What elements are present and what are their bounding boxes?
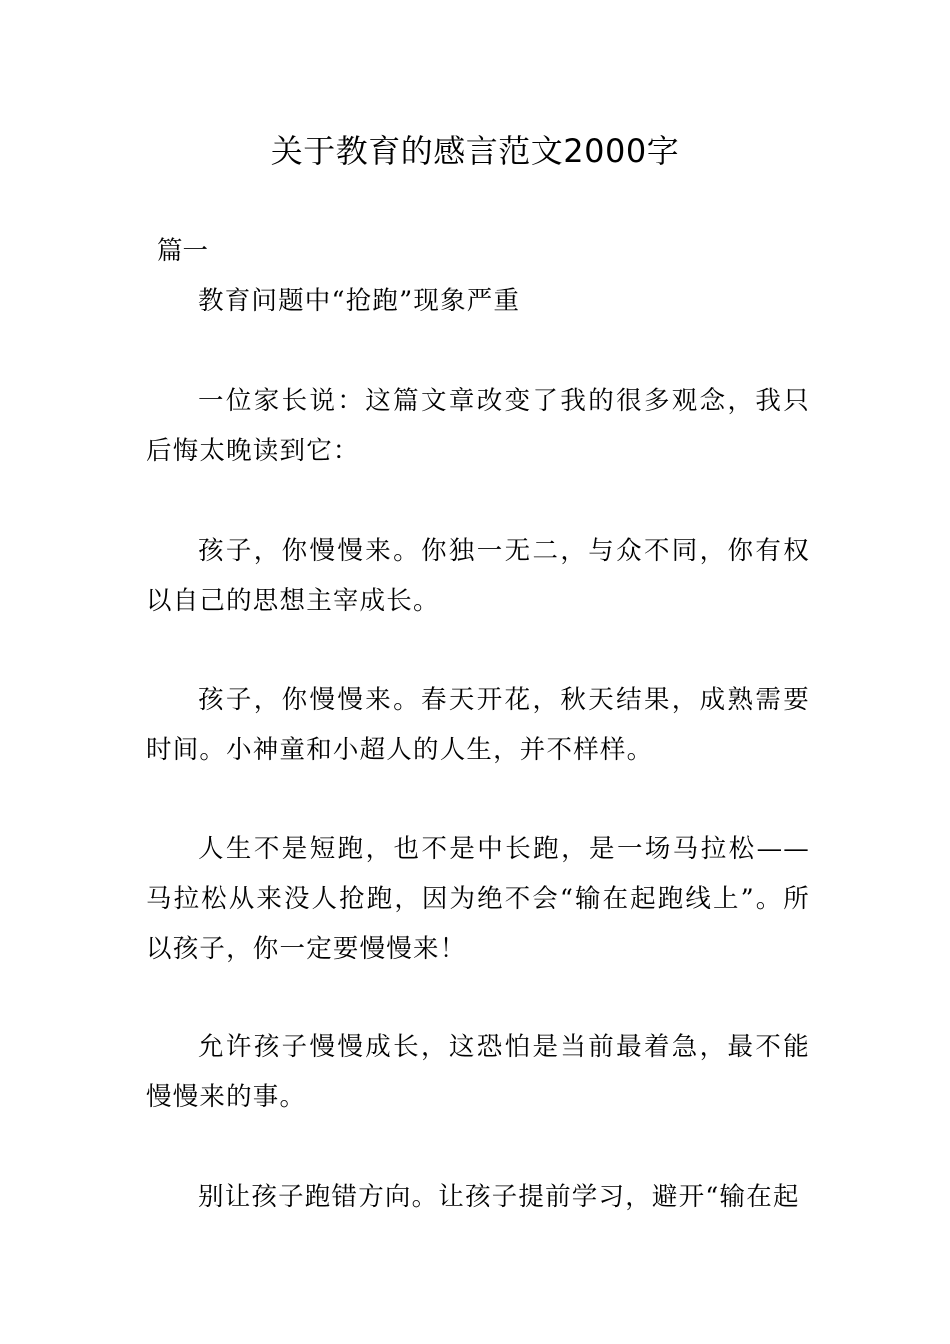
paragraph-6: 允许孩子慢慢成长，这恐怕是当前最着急，最不能慢慢来的事。 <box>146 1032 810 1112</box>
document-title: 关于教育的感言范文2000字 <box>270 132 680 170</box>
paragraph-3: 孩子，你慢慢来。你独一无二，与众不同，你有权以自己的思想主宰成长。 <box>146 536 810 616</box>
paragraph-5: 人生不是短跑，也不是中长跑，是一场马拉松——马拉松从来没人抢跑，因为绝不会“输在起跑线上”。所以孩子，你一定要慢慢来！ <box>146 834 810 964</box>
paragraph-1: 教育问题中“抢跑”现象严重 <box>198 286 521 316</box>
section-label: 篇一 <box>157 236 209 266</box>
paragraph-2: 一位家长说：这篇文章改变了我的很多观念，我只后悔太晚读到它： <box>146 386 810 466</box>
paragraph-4: 孩子，你慢慢来。春天开花，秋天结果，成熟需要时间。小神童和小超人的人生，并不样样。 <box>146 685 810 765</box>
paragraph-7: 别让孩子跑错方向。让孩子提前学习，避开“输在起 <box>198 1182 800 1212</box>
